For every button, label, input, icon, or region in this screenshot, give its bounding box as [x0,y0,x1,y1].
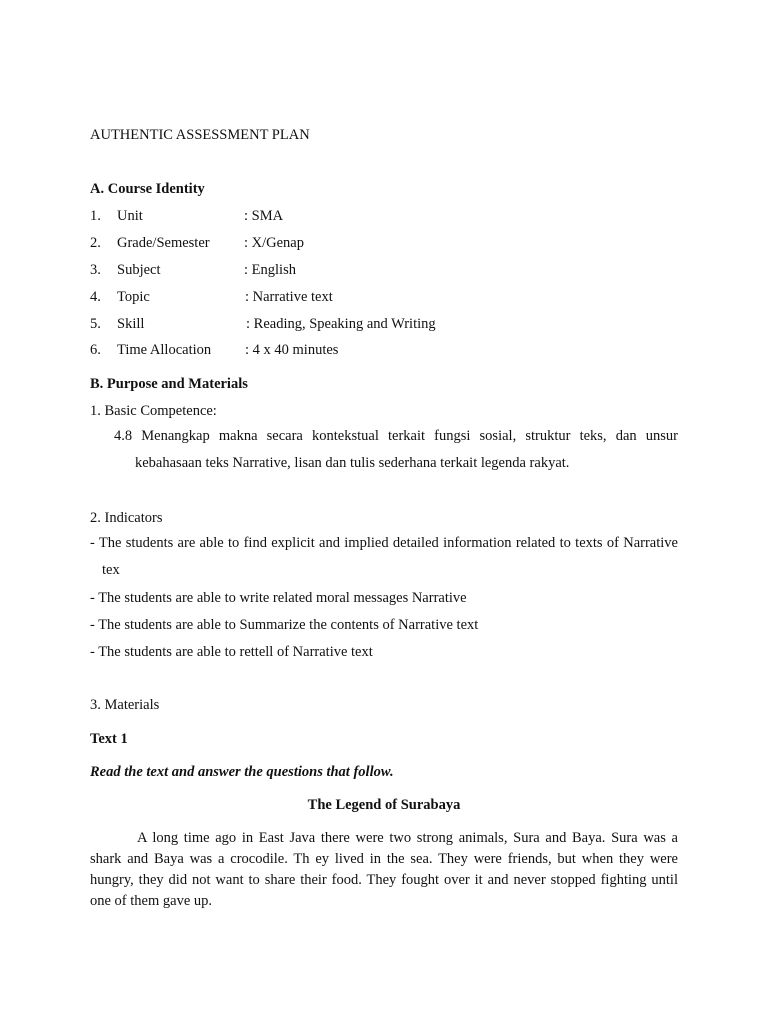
story-title: The Legend of Surabaya [307,797,461,813]
item-value: : Narrative text [245,289,333,305]
list-item: - The students are able to write related moral messages Narrative [90,590,467,606]
indicators-heading: 2. Indicators [90,510,163,526]
document-title: AUTHENTIC ASSESSMENT PLAN [90,127,310,143]
item-label: Skill [117,316,145,332]
item-number: 5. [90,316,101,332]
basic-competence-text: 4.8 Menangkap makna secara kontekstual terkait fungsi sosial, struktur teks, dan unsur kebahasaan teks Narrative, lisan dan tulis sederhana terkait legenda rakyat. [114,428,678,471]
item-label: Grade/Semester [117,235,210,251]
item-label: Subject [117,262,161,278]
basic-competence-heading: 1. Basic Competence: [90,403,217,419]
story-paragraph: A long time ago in East Java there were two strong animals, Sura and Baya. Sura was a shark and Baya was a crocodile. Th ey lived in the sea. They were friends, but when they were hungry, they did not want to share their food. They fought over it and never stopped fighting until one of them gave up. [90,830,678,909]
item-number: 6. [90,342,101,358]
item-number: 4. [90,289,101,305]
item-number: 1. [90,208,101,224]
item-value: : Reading, Speaking and Writing [246,316,436,332]
list-item: - The students are able to Summarize the contents of Narrative text [90,617,479,633]
section-b-heading: B. Purpose and Materials [90,376,248,392]
item-value: : X/Genap [244,235,304,251]
section-a-heading: A. Course Identity [90,181,205,197]
item-number: 3. [90,262,101,278]
item-value: : SMA [244,208,284,224]
text1-label: Text 1 [90,731,128,747]
item-label: Unit [117,208,143,224]
reading-instruction: Read the text and answer the questions that follow. [90,764,394,780]
item-number: 2. [90,235,101,251]
list-item: - The students are able to rettell of Narrative text [90,644,373,660]
item-value: : 4 x 40 minutes [245,342,339,358]
materials-heading: 3. Materials [90,697,160,713]
item-label: Time Allocation [117,342,212,358]
item-value: : English [244,262,296,278]
item-label: Topic [117,289,150,305]
list-item: - The students are able to find explicit and implied detailed information related to texts of Narrative tex [90,535,678,578]
